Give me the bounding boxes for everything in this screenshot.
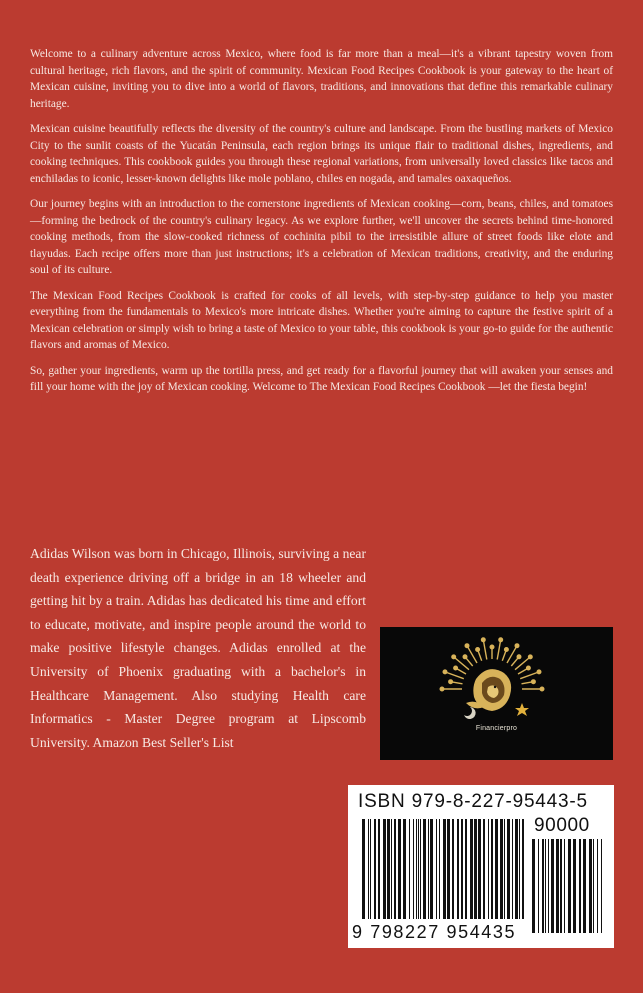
- publisher-name: Financierpro: [475, 725, 518, 732]
- description-paragraph-3: Our journey begins with an introduction to the cornerstone ingredients of Mexican cooking—corn, beans, chiles, and tomatoes—forming the bedrock of the country's culinary legacy. As we explore further, we'll uncover the secrets behind time-honored cooking methods, from the slow-cooked richness of cochinita pibil to the irresistible allure of street foods like elote and tlayudas. Each recipe offers more than just instructions; it's a celebration of Mexican traditions, creativity, and the enduring soul of its culture.: [30, 198, 613, 276]
- author-bio: Adidas Wilson was born in Chicago, Illinois, surviving a near death experience driving off a bridge in an 18 wheeler and getting hit by a train. Adidas has dedicated his time and effort to educate, motivate, and inspire people around the world to make positive lifestyle changes. Adidas enrolled at the University of Phoenix graduating with a bachelor's in Healthcare Management. Also studying Health care Informatics - Master Degree program at Lipscomb University. Amazon Best Seller's List: [30, 546, 366, 750]
- isbn-barcode: [348, 785, 614, 948]
- isbn-label: ISBN 979-8-227-95443-5: [358, 791, 588, 812]
- lion-sun-logo-icon: [380, 627, 613, 760]
- description-paragraph-1: Welcome to a culinary adventure across Mexico, where food is far more than a meal—it's a vibrant tapestry woven from cultural heritage, rich flavors, and the spirit of community. Mexican Food Recipes Cookbook is your gateway to the heart of Mexican cuisine, inviting you to dive into a world of flavors, traditions, and innovations that define this remarkable culinary heritage.: [30, 48, 613, 110]
- book-description: [30, 46, 613, 405]
- description-paragraph-4: The Mexican Food Recipes Cookbook is crafted for cooks of all levels, with step-by-step guidance to help you master everything from the fundamentals to Mexico's more intricate dishes. Whether you're aiming to capture the festive spirit of a Mexican celebration or simply wish to bring a taste of Mexico to your table, this cookbook is your go-to guide for the authentic flavors and aromas of Mexico.: [30, 289, 613, 351]
- publisher-logo: [380, 627, 613, 760]
- ean-digits: 9 798227 954435: [352, 922, 517, 942]
- description-paragraph-2: Mexican cuisine beautifully reflects the diversity of the country's culture and landscape. From the bustling markets of Mexico City to the sunlit coasts of the Yucatán Peninsula, each region brings its unique flair to traditional dishes, ingredients, and cooking techniques. This cookbook guides you through these regional variations, from universally loved classics like tacos and enchiladas to iconic, lesser-known delights like mole poblano, chiles en nogada, and tamales oaxaqueños.: [30, 123, 613, 185]
- price-addon: 90000: [534, 815, 590, 836]
- description-paragraph-5: So, gather your ingredients, warm up the tortilla press, and get ready for a flavorful journey that will awaken your senses and fill your home with the joy of Mexican cooking. Welcome to The Mexican Food Recipes Cookbook —let the fiesta begin!: [30, 364, 613, 393]
